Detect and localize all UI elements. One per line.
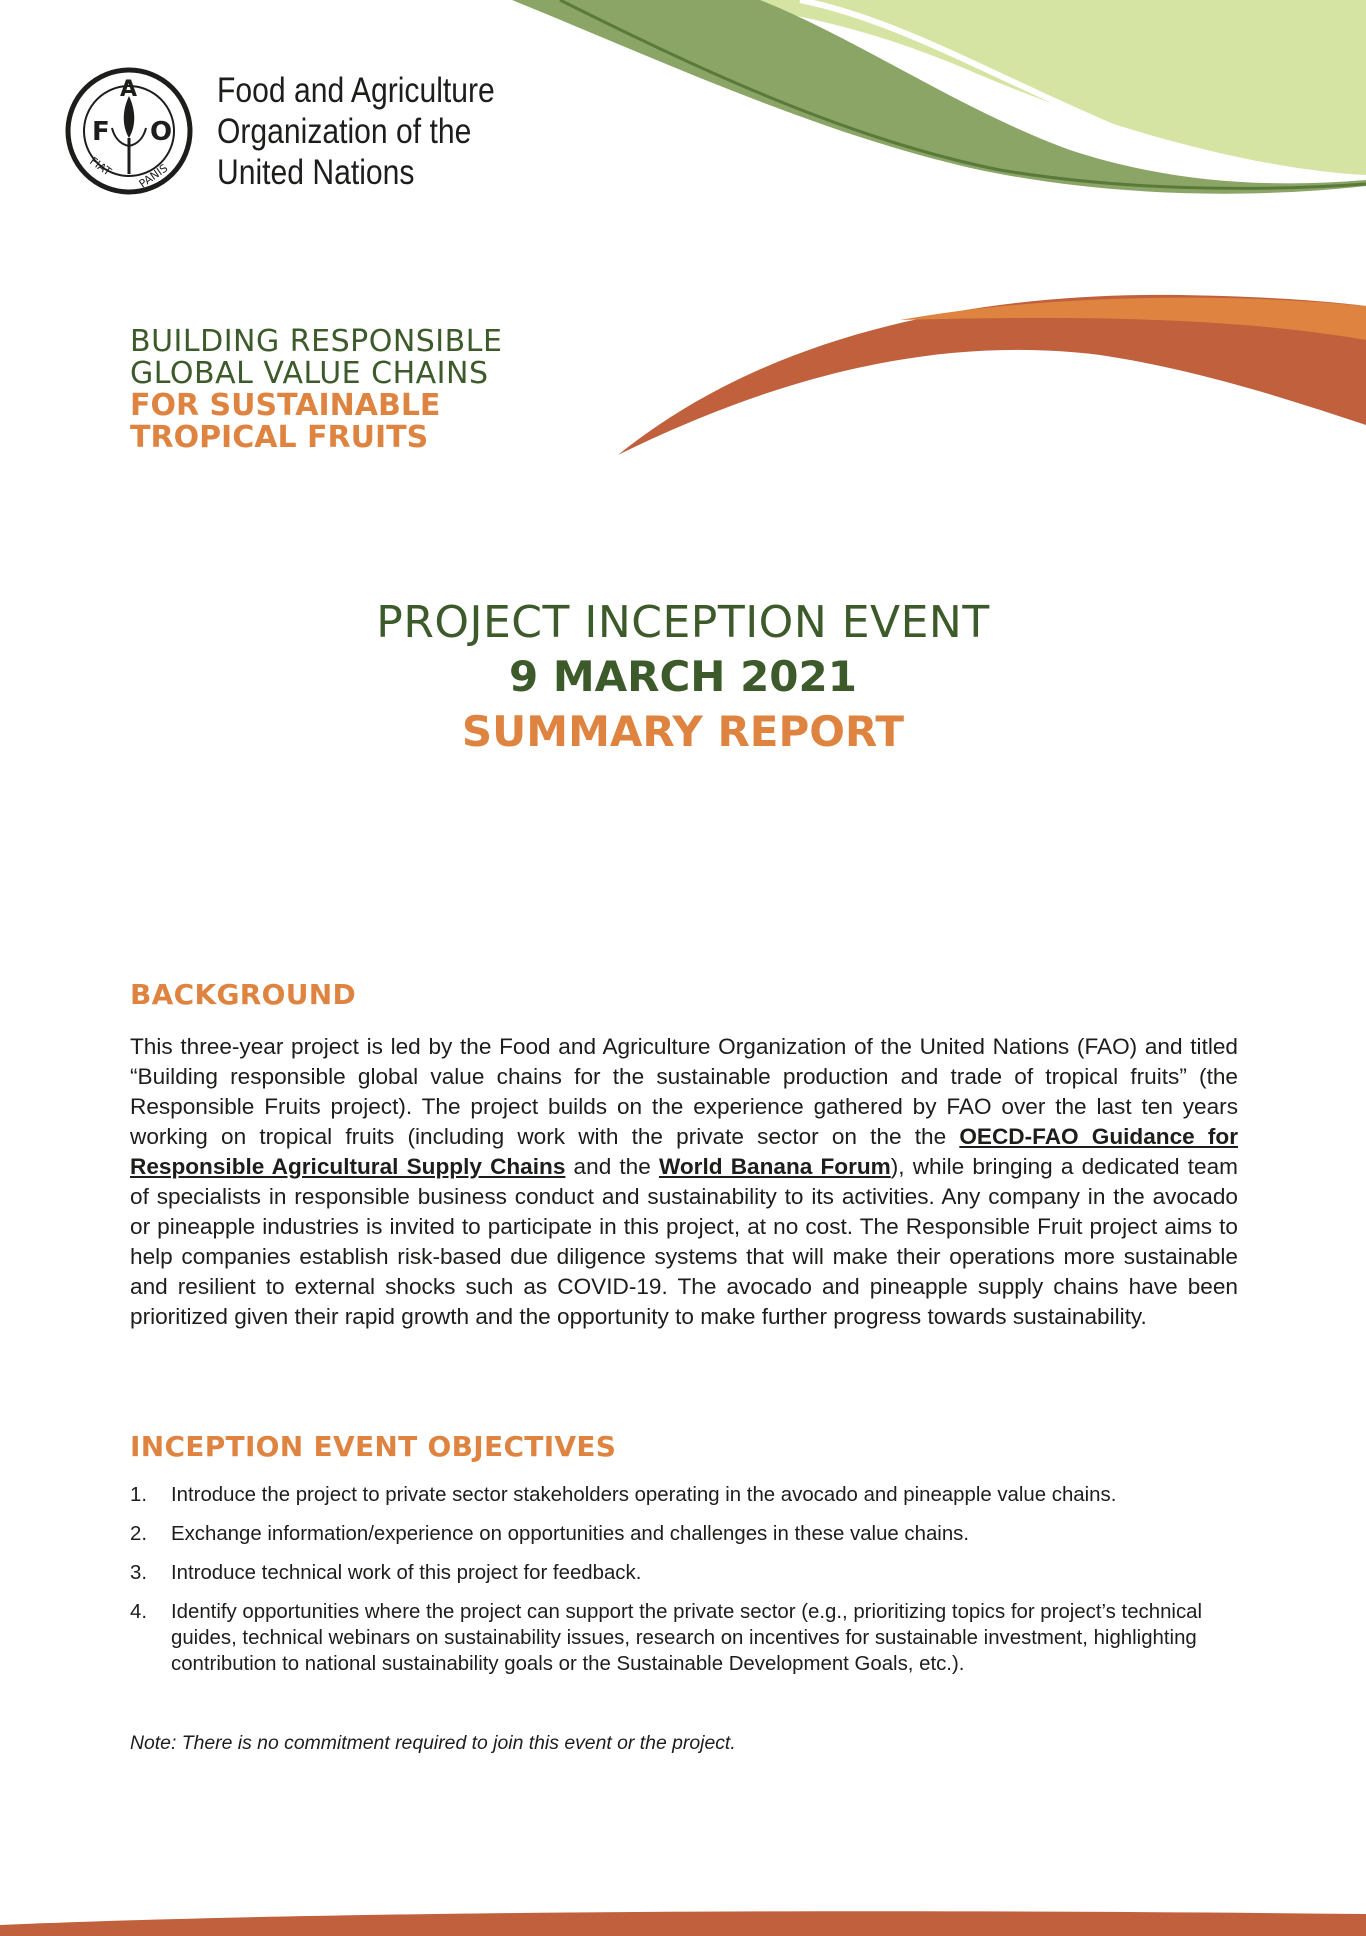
logo-letter-o: O	[150, 117, 173, 147]
project-title-line-3: FOR SUSTAINABLE	[130, 388, 441, 423]
org-name-line-2: Organization of the	[217, 112, 472, 151]
project-title-line-2: GLOBAL VALUE CHAINS	[130, 356, 489, 391]
objective-number: 2.	[130, 1523, 148, 1545]
objective-number: 4.	[130, 1601, 148, 1623]
objective-number: 3.	[130, 1562, 148, 1584]
logo-letter-f: F	[92, 117, 110, 147]
objective-text: Exchange information/experience on opportunities and challenges in these value chains.	[171, 1523, 970, 1545]
objective-text: Identify opportunities where the project can support the private sector (e.g., prioritizing topics for project’s technical guides, technical webinars on sustainability issues, research on incentives for sustainable investment, highlighting contribution to national sustainability goals or the Sustainable Development Goals, etc.).	[171, 1601, 1203, 1675]
background-paragraph	[130, 1032, 1238, 1332]
background-heading: BACKGROUND	[130, 978, 357, 1011]
organization-name	[217, 70, 495, 193]
objective-item	[130, 1521, 1238, 1547]
objective-item	[130, 1482, 1238, 1508]
event-title: PROJECT INCEPTION EVENT	[376, 597, 990, 648]
background-text-3: ), while bringing a dedicated team of specialists in responsible business conduct and sustainability to its activities. Any company in the avocado or pineapple industries is invited to participate in this project, at no cost. The Responsible Fruit project aims to help companies establish risk-based due diligence systems that will make their operations more sustainable and resilient to external shocks such as COVID-19. The avocado and pineapple supply chains have been prioritized given their rapid growth and the opportunity to make further progress towards sustainability.	[130, 1154, 1238, 1329]
report-title: SUMMARY REPORT	[461, 707, 905, 756]
background-text-1: This three-year project is led by the Food and Agriculture Organization of the United Nations (FAO) and titled “Building responsible global value chains for the sustainable production and trade of tropical fruits” (the Responsible Fruits project). The project builds on the experience gathered by FAO over the last ten years working on tropical fruits (including work with the private sector on the the	[130, 1034, 1238, 1149]
objectives-list	[130, 1482, 1238, 1690]
event-title-block	[0, 596, 1366, 760]
bottom-orange-band	[0, 1911, 1366, 1936]
logo-letter-a: A	[120, 77, 138, 102]
fao-logo-icon	[64, 66, 194, 196]
project-title	[130, 326, 502, 454]
event-date: 9 MARCH 2021	[509, 652, 857, 701]
background-text-2: and the	[565, 1154, 659, 1179]
objective-text: Introduce the project to private sector stakeholders operating in the avocado and pineapple value chains.	[171, 1484, 1117, 1506]
project-title-line-4: TROPICAL FRUITS	[130, 420, 429, 455]
logo-ring-fiat: FIAT	[87, 154, 114, 179]
objective-item	[130, 1599, 1238, 1677]
logo-ring-panis: PANIS	[136, 161, 171, 191]
oecd-fao-guidance-link[interactable]: OECD-FAO Guidance for Responsible Agricultural Supply Chains	[130, 1124, 1239, 1179]
org-name-line-3: United Nations	[217, 153, 415, 192]
world-banana-forum-link[interactable]: World Banana Forum	[658, 1154, 891, 1179]
project-title-line-1: BUILDING RESPONSIBLE	[130, 324, 503, 359]
org-name-line-1: Food and Agriculture	[217, 71, 495, 110]
objective-text: Introduce technical work of this project for feedback.	[171, 1562, 642, 1584]
objective-item	[130, 1560, 1238, 1586]
objective-number: 1.	[130, 1484, 148, 1506]
note-text: Note: There is no commitment required to join this event or the project.	[130, 1732, 736, 1754]
objectives-heading: INCEPTION EVENT OBJECTIVES	[130, 1430, 617, 1463]
